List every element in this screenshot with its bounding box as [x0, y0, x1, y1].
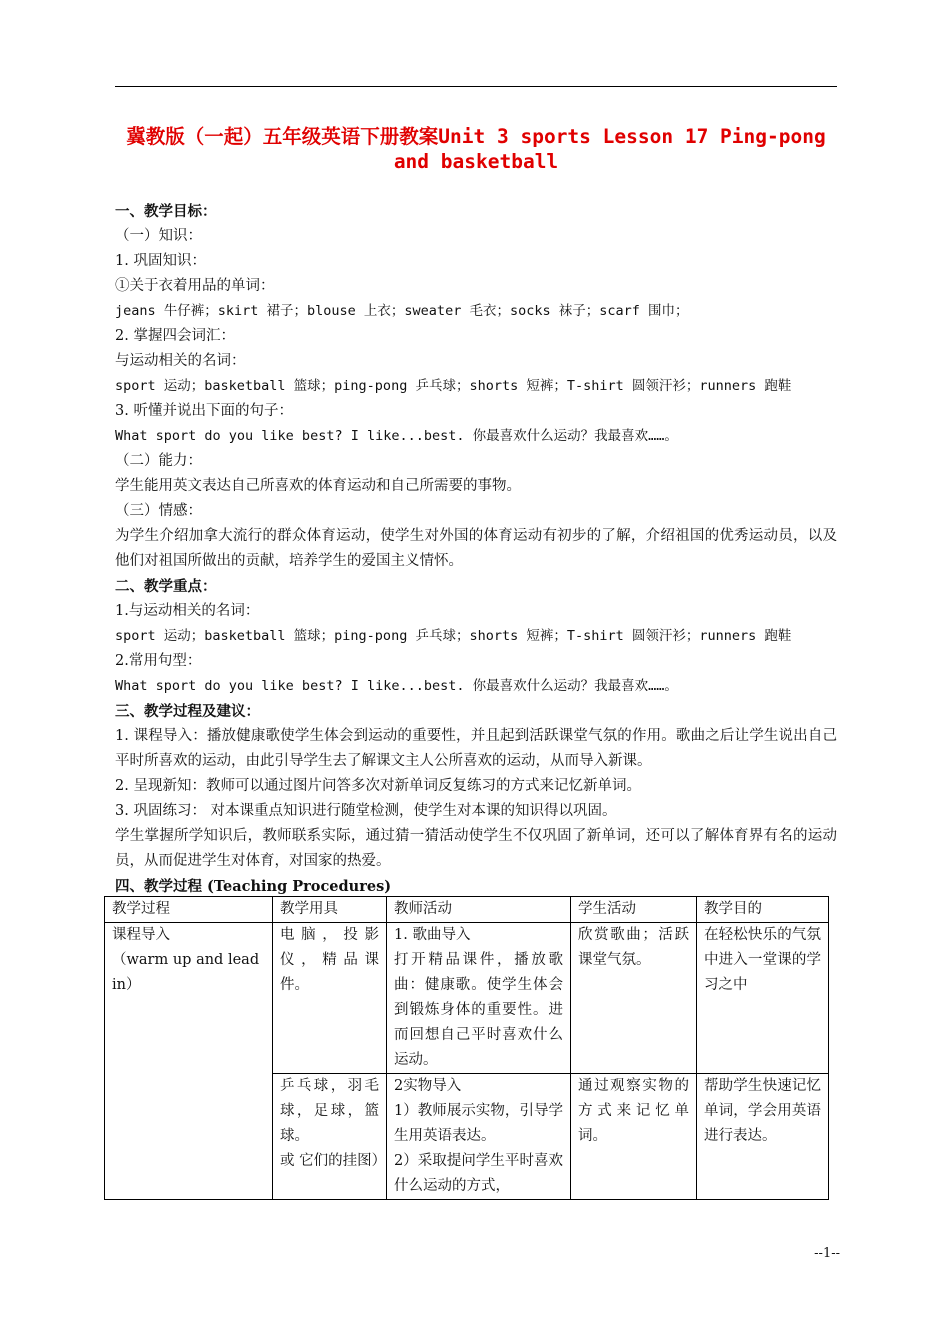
document-body [115, 199, 837, 899]
header-rule [115, 86, 837, 87]
table-cell [273, 923, 387, 1074]
table-cell [697, 1074, 829, 1200]
table-cell [697, 923, 829, 1074]
cell-text: 2实物导入 1）教师展示实物，引导学生用英语表达。 2）采取提问学生平时喜欢什么运动的方式， [394, 1078, 563, 1194]
text-line: jeans 牛仔裤；skirt 裙子；blouse 上衣；sweater 毛衣；socks 袜子；scarf 围巾； [115, 303, 689, 319]
table-cell [387, 1074, 571, 1200]
text-line: 1. 巩固知识： [115, 253, 206, 269]
section-heading: 二、教学重点： [115, 578, 217, 595]
text-line: sport 运动；basketball 篮球；ping-pong 乒乓球；shorts 短裤；T-shirt 圆领汗衫；runners 跑鞋 [115, 628, 792, 644]
procedure-table [104, 896, 829, 1200]
table-header-cell: 教学过程 [105, 897, 273, 923]
cell-text: 电脑，投影仪，精品课件。 [280, 927, 379, 993]
text-line: What sport do you like best? I like...best. 你最喜欢什么运动？我最喜欢……。 [115, 678, 678, 694]
table-header-cell: 教师活动 [387, 897, 571, 923]
text-line: 2.常用句型： [115, 653, 202, 669]
page-number: --1-- [814, 1246, 840, 1261]
table-header-row [105, 897, 829, 923]
text-line: 1. 课程导入：播放健康歌使学生体会到运动的重要性，并且起到活跃课堂气氛的作用。歌曲之后让学生说出自己平时所喜欢的运动，由此引导学生去了解课文主人公所喜欢的运动，从而导入新课。 [115, 728, 837, 769]
table-row [105, 923, 829, 1074]
title-english-line1: Unit 3 sports Lesson 17 Ping-pong [438, 125, 826, 148]
table-header-cell: 教学目的 [697, 897, 829, 923]
cell-text: 乒乓球，羽毛球，足球，篮球。 或 它们的挂图） [280, 1078, 387, 1169]
cell-text: 1. 歌曲导入 打开精品课件，播放歌曲：健康歌。使学生体会到锻炼身体的重要性。进而回想自己平时喜欢什么运动。 [394, 927, 563, 1068]
section-heading: 一、教学目标： [115, 203, 217, 220]
text-line: What sport do you like best? I like...best. 你最喜欢什么运动？我最喜欢……。 [115, 428, 678, 444]
cell-text: 课程导入 （warm up and lead in） [112, 927, 260, 993]
table-cell [273, 1074, 387, 1200]
cell-text: 在轻松快乐的气氛中进入一堂课的学习之中 [704, 927, 821, 993]
document-title [112, 124, 840, 174]
text-line: 与运动相关的名词： [115, 353, 246, 369]
cell-text: 通过观察实物的方式来记忆单词。 [578, 1078, 689, 1144]
text-line: 2. 呈现新知：教师可以通过图片问答多次对新单词反复练习的方式来记忆新单词。 [115, 778, 641, 794]
text-line: 3. 巩固练习： 对本课重点知识进行随堂检测，使学生对本课的知识得以巩固。 [115, 803, 617, 819]
cell-text: 帮助学生快速记忆单词，学会用英语进行表达。 [704, 1078, 821, 1144]
text-line: （二）能力： [115, 453, 202, 469]
text-line: 为学生介绍加拿大流行的群众体育运动，使学生对外国的体育运动有初步的了解，介绍祖国的优秀运动员，以及他们对祖国所做出的贡献，培养学生的爱国主义情怀。 [115, 528, 837, 569]
text-line: （三）情感： [115, 503, 202, 519]
title-english-line2: and basketball [393, 150, 559, 173]
text-line: 学生掌握所学知识后，教师联系实际，通过猜一猜活动使学生不仅巩固了新单词，还可以了解体育界有名的运动员，从而促进学生对体育，对国家的热爱。 [115, 828, 837, 869]
text-line: 3. 听懂并说出下面的句子： [115, 403, 293, 419]
text-line: （一）知识： [115, 228, 202, 244]
text-line: ①关于衣着用品的单词： [115, 278, 275, 294]
text-line: 学生能用英文表达自己所喜欢的体育运动和自己所需要的事物。 [115, 478, 521, 494]
text-line: 2. 掌握四会词汇： [115, 328, 235, 344]
table-cell [105, 923, 273, 1200]
text-line: 1.与运动相关的名词： [115, 603, 260, 619]
table-header-cell: 学生活动 [571, 897, 697, 923]
table-cell [387, 923, 571, 1074]
cell-text: 欣赏歌曲；活跃课堂气氛。 [578, 927, 689, 968]
title-chinese: 冀教版（一起）五年级英语下册教案 [126, 125, 439, 148]
text-line: sport 运动；basketball 篮球；ping-pong 乒乓球；shorts 短裤；T-shirt 圆领汗衫；runners 跑鞋 [115, 378, 792, 394]
table-header-cell: 教学用具 [273, 897, 387, 923]
section-heading: 三、教学过程及建议： [115, 703, 260, 720]
section-heading: 四、教学过程 (Teaching Procedures) [115, 878, 392, 895]
table-cell [571, 1074, 697, 1200]
table-cell [571, 923, 697, 1074]
